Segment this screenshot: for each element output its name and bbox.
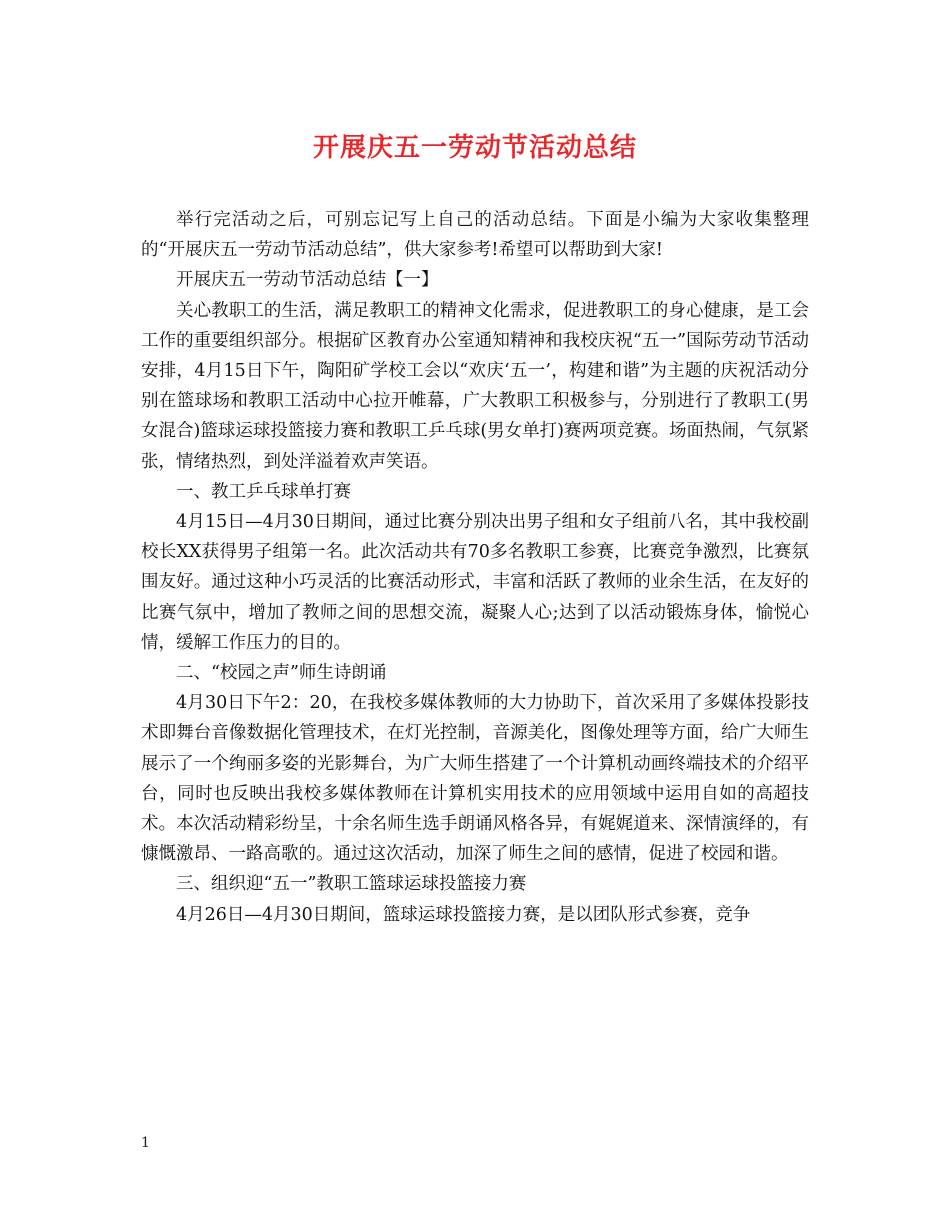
body-paragraph: 4月15日—4月30日期间，通过比赛分别决出男子组和女子组前八名，其中我校副校长XX获得男子组第一名。此次活动共有70多名教职工参赛，比赛竞争激烈，比赛氛围友好。通过这种小巧灵活的比赛活动形式，丰富和活跃了教师的业余生活，在友好的比赛气氛中，增加了教师之间的思想交流，凝聚人心;达到了以活动锻炼身体，愉悦心情，缓解工作压力的目的。 [141, 512, 809, 653]
document-body [141, 205, 809, 930]
body-paragraph: 4月30日下午2：20，在我校多媒体教师的大力协助下，首次采用了多媒体投影技术即舞台音像数据化管理技术，在灯光控制，音源美化，图像处理等方面，给广大师生展示了一个绚丽多姿的光影舞台，为广大师生搭建了一个计算机动画终端技术的介绍平台，同时也反映出我校多媒体教师在计算机实用技术的应用领域中运用自如的高超技术。本次活动精彩纷呈，十余名师生选手朗诵风格各异，有娓娓道来、深情演绎的，有慷慨激昂、一路高歌的。通过这次活动，加深了师生之间的感情，促进了校园和谐。 [141, 693, 809, 865]
section-heading-basketball-relay: 三、组织迎“五一”教职工篮球运球投篮接力赛 [176, 874, 527, 895]
intro-paragraph: 举行完活动之后，可别忘记写上自己的活动总结。下面是小编为大家收集整理的“开展庆五一劳动节活动总结”，供大家参考!希望可以帮助到大家! [141, 210, 809, 261]
body-paragraph: 4月26日—4月30日期间，篮球运球投篮接力赛，是以团队形式参赛，竞争 [176, 904, 751, 925]
document-title: 开展庆五一劳动节活动总结 [312, 133, 637, 163]
page-number: 1 [141, 1135, 150, 1151]
section-heading-part-one: 开展庆五一劳动节活动总结【一】 [176, 270, 439, 291]
section-heading-poetry-recital: 二、“校园之声”师生诗朗诵 [176, 663, 387, 684]
section-heading-table-tennis: 一、教工乒乓球单打赛 [176, 481, 351, 502]
body-paragraph: 关心教职工的生活，满足教职工的精神文化需求，促进教职工的身心健康，是工会工作的重要组织部分。根据矿区教育办公室通知精神和我校庆祝“五一”国际劳动节活动安排，4月15日下午，陶阳矿学校工会以“欢庆‘五一’，构建和谐”为主题的庆祝活动分别在篮球场和教职工活动中心拉开帷幕，广大教职工积极参与，分别进行了教职工(男女混合)篮球运球投篮接力赛和教职工乒乓球(男女单打)赛两项竞赛。场面热闹，气氛紧张，情绪热烈，到处洋溢着欢声笑语。 [141, 300, 809, 472]
